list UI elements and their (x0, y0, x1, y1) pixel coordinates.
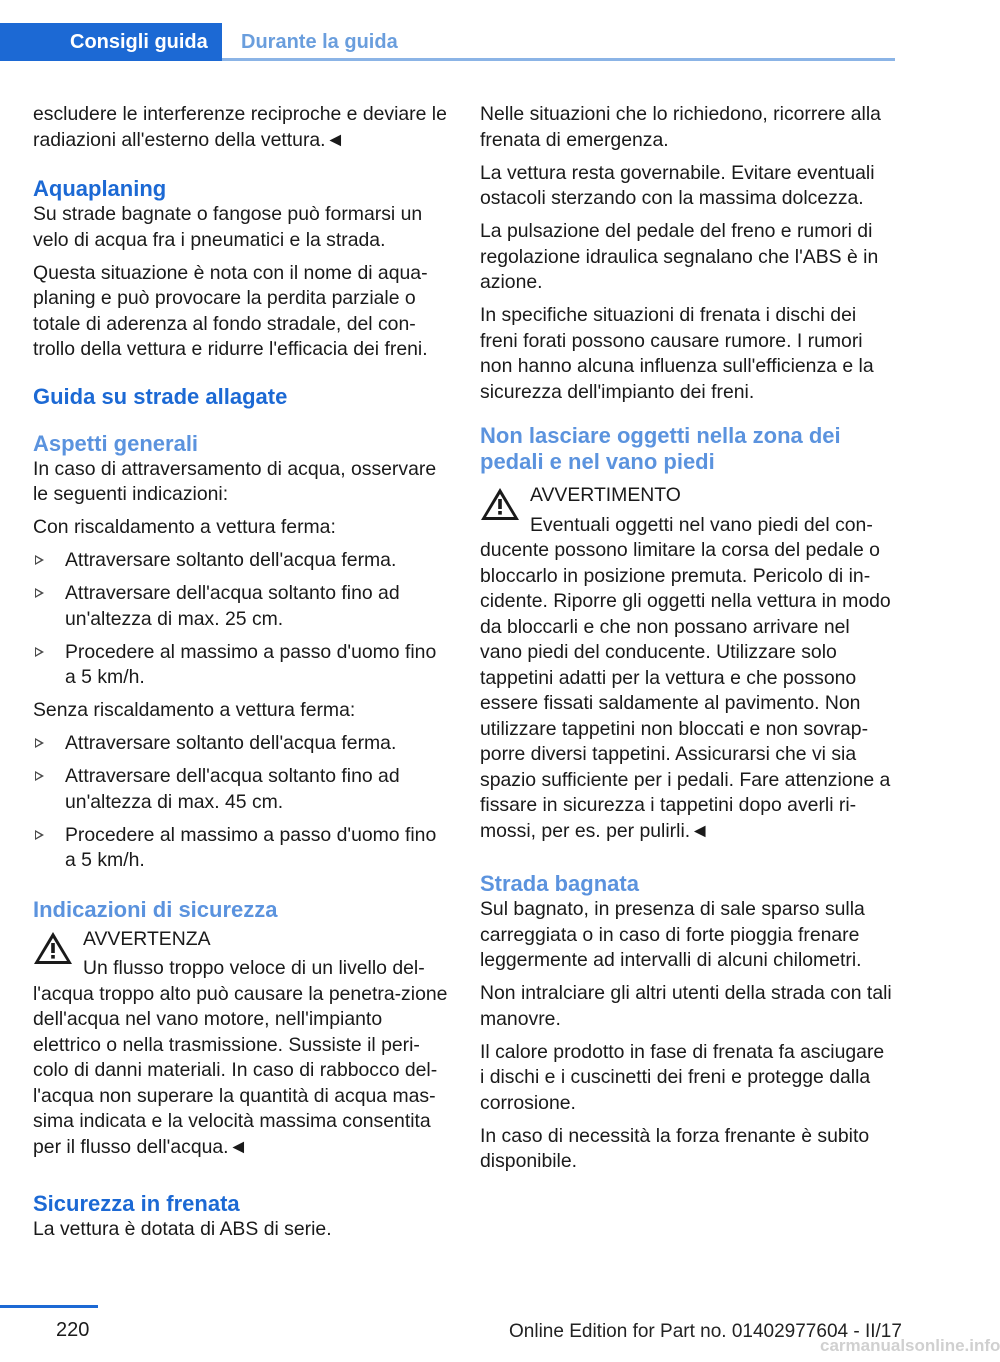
list-item: Attraversare soltanto dell'acqua ferma. (33, 548, 450, 574)
bullet-triangle-icon (35, 738, 44, 748)
warning-label: AVVERTIMENTO (530, 484, 681, 506)
list-item: Attraversare soltanto dell'acqua ferma. (33, 731, 450, 757)
bullet-triangle-icon (35, 647, 44, 657)
list-item: Procedere al massimo a passo d'uomo fino a 5 km/h. (33, 640, 450, 691)
warning-box (33, 927, 450, 1161)
right-paragraph-2: La vettura resta governabile. Evitare eventuali ostacoli sterzando con la massima dolcezza. (480, 161, 875, 209)
warning-triangle-icon (480, 486, 520, 522)
aquaplaning-paragraph-2: Questa situazione è nota con il nome di aqua-planing e può provocare la perdita parziale o totale di aderenza al fondo stradale, del con-trollo della vettura e ridurre l'efficacia dei freni. (33, 261, 428, 360)
heading-flooded-roads: Guida su strade allagate (33, 383, 288, 409)
wet-paragraph-4: In caso di necessità la forza frenante è subito disponibile. (480, 1124, 870, 1172)
watermark: carmanualsonline.info (820, 1336, 1000, 1355)
heading-general-aspects: Aspetti generali (33, 430, 199, 456)
heading-objects-pedal-area: Non lasciare oggetti nella zona dei pedali e nel vano piedi (480, 423, 841, 474)
right-column (480, 102, 892, 1182)
wet-paragraph-1: Sul bagnato, in presenza di sale sparso sulla carreggiata o in caso di forte pioggia frenare leggermente ad intervalli di alcuni chilometri. (480, 898, 865, 971)
heading-braking-safety: Sicurezza in frenata (33, 1191, 240, 1216)
list-with-heating (33, 548, 450, 691)
footer-divider (0, 1305, 98, 1308)
header-tabs (0, 23, 895, 61)
list-without-heating (33, 731, 450, 874)
heading-wet-road: Strada bagnata (480, 871, 639, 896)
general-paragraph: In caso di attraversamento di acqua, osservare le seguenti indicazioni: (33, 457, 437, 505)
bullet-triangle-icon (35, 830, 44, 840)
tab-consigli-guida[interactable]: Consigli guida (0, 23, 222, 61)
right-paragraph-4: In specifiche situazioni di frenata i dischi dei freni forati possono causare rumore. I rumori non hanno alcuna influenza sull'efficienza e la sicurezza dell'impianto dei freni. (480, 304, 874, 403)
header-divider (222, 58, 895, 61)
bullet-triangle-icon (35, 771, 44, 781)
bullet-triangle-icon (35, 555, 44, 565)
warning-text: Eventuali oggetti nel vano piedi del con-ducente possono limitare la corsa del pedale o bloccarlo in posizione premuta. Pericolo di in-cidente. Riporre gli oggetti nella vettura in modo da bloccarli e che non possano arrivare nel vano piedi del conducente. Utilizzare solo tappetini adatti per la vettura e che possono essere fissati saldamente al pavimento. Non utilizzare tappetini non bloccati e non sovrap-porre diversi tappetini. Assicurarsi che vi sia spazio sufficiente per i pedali. Fare attenzione a fissare in sicurezza i tappetini dopo averli ri-mossi, per es. per pulirli.◄ (480, 513, 891, 842)
with-heating-label: Con riscaldamento a vettura ferma: (33, 516, 336, 538)
tab-durante-la-guida[interactable]: Durante la guida (241, 31, 398, 53)
right-paragraph-1: Nelle situazioni che lo richiedono, ricorrere alla frenata di emergenza. (480, 103, 881, 151)
wet-paragraph-2: Non intralciare gli altri utenti della strada con tali manovre. (480, 982, 892, 1030)
aquaplaning-paragraph-1: Su strade bagnate o fangose può formarsi un velo di acqua fra i pneumatici e la strada. (33, 203, 423, 251)
braking-paragraph: La vettura è dotata di ABS di serie. (33, 1218, 332, 1240)
edition-note: Online Edition for Part no. 01402977604 - II/17 (509, 1321, 902, 1342)
list-item: Attraversare dell'acqua soltanto fino ad un'altezza di max. 25 cm. (33, 581, 450, 632)
warning-text: Un flusso troppo veloce di un livello del-l'acqua troppo alto può causare la penetra-zione dell'acqua nel vano motore, nell'impianto elettrico o nella trasmissione. Sussiste il peri-colo di danni materiali. In caso di rabbocco del-l'acqua non superare la quantità di acqua mas-sima indicata e la velocità massima consentita per il flusso dell'acqua.◄ (33, 957, 448, 1158)
list-item: Procedere al massimo a passo d'uomo fino a 5 km/h. (33, 823, 450, 874)
warning-label: AVVERTENZA (83, 927, 211, 950)
without-heating-label: Senza riscaldamento a vettura ferma: (33, 699, 356, 721)
heading-aquaplaning: Aquaplaning (33, 176, 167, 201)
heading-safety: Indicazioni di sicurezza (33, 896, 278, 922)
page-number: 220 (56, 1319, 90, 1341)
right-paragraph-3: La pulsazione del pedale del freno e rumori di regolazione idraulica segnalano che l'ABS è in azione. (480, 220, 879, 293)
wet-paragraph-3: Il calore prodotto in fase di frenata fa asciugare i dischi e i cuscinetti dei freni e protegge dalla corrosione. (480, 1040, 885, 1114)
warning-triangle-icon (33, 930, 73, 966)
bullet-triangle-icon (35, 588, 44, 598)
left-column (33, 102, 450, 1250)
list-item: Attraversare dell'acqua soltanto fino ad un'altezza di max. 45 cm. (33, 764, 450, 815)
warning-box (480, 483, 892, 844)
intro-text: escludere le interferenze reciproche e deviare le radiazioni all'esterno della vettura.◄ (33, 103, 447, 151)
